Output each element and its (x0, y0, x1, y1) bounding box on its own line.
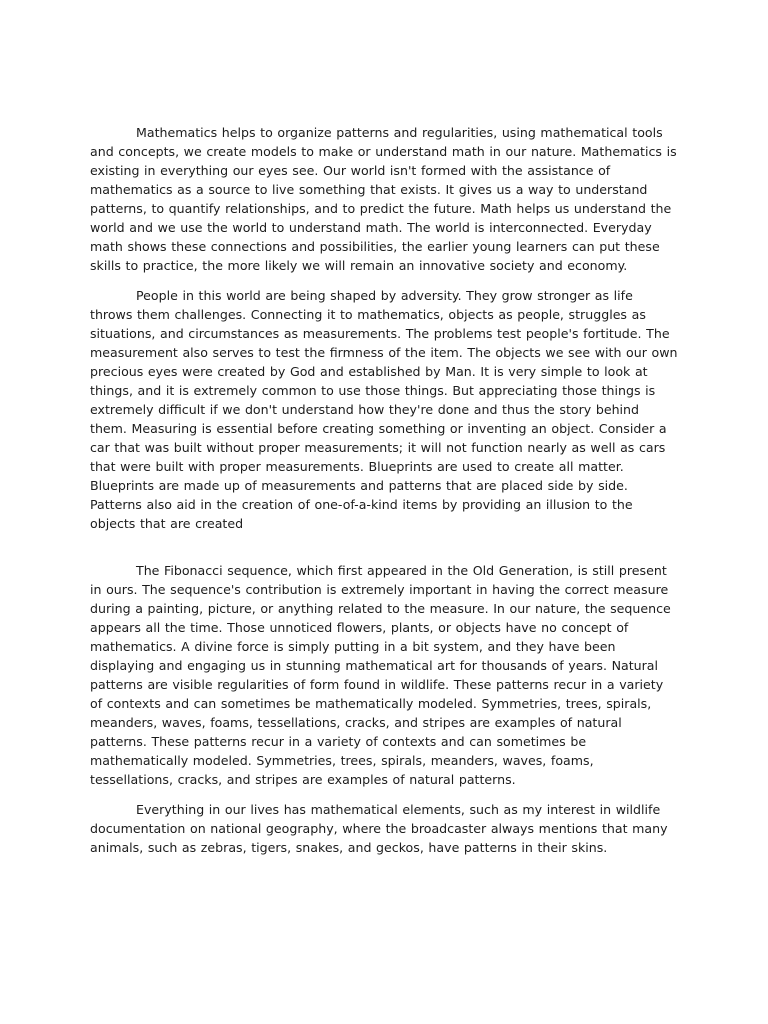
paragraph-3-text: The Fibonacci sequence, which first appeared in the Old Generation, is still present in ours. The sequence's contribution is extremely important in having the correct measure during a painting, picture, or anything related to the measure. In our nature, the sequence appears all the time. Those unnoticed flowers, plants, or objects have no concept of mathematics. A divine force is simply putting in a bit system, and they have been displaying and engaging us in stunning mathematical art for thousands of years. Natural patterns are visible regularities of form found in wildlife. These patterns recur in a variety of contexts and can sometimes be mathematically modeled. Symmetries, trees, spirals, meanders, waves, foams, tessellations, cracks, and stripes are examples of natural patterns. These patterns recur in a variety of contexts and can sometimes be mathematically modeled. Symmetries, trees, spirals, meanders, waves, foams, tessellations, cracks, and stripes are examples of natural patterns. (90, 563, 671, 787)
paragraph-4 (90, 800, 678, 857)
paragraph-4-text: Everything in our lives has mathematical elements, such as my interest in wildlife documentation on national geography, where the broadcaster always mentions that many animals, such as zebras, tigers, snakes, and geckos, have patterns in their skins. (90, 802, 668, 855)
paragraph-1 (90, 123, 678, 275)
paragraph-3 (90, 561, 678, 789)
paragraph-1-text: Mathematics helps to organize patterns and regularities, using mathematical tools and concepts, we create models to make or understand math in our nature. Mathematics is existing in everything our eyes see. Our world isn't formed with the assistance of mathematics as a source to live something that exists. It gives us a way to understand patterns, to quantify relationships, and to predict the future. Math helps us understand the world and we use the world to understand math. The world is interconnected. Everyday math shows these connections and possibilities, the earlier young learners can put these skills to practice, the more likely we will remain an innovative society and economy. (90, 125, 677, 273)
paragraph-2-text: People in this world are being shaped by adversity. They grow stronger as life throws them challenges. Connecting it to mathematics, objects as people, struggles as situations, and circumstances as measurements. The problems test people's fortitude. The measurement also serves to test the firmness of the item. The objects we see with our own precious eyes were created by God and established by Man. It is very simple to look at things, and it is extremely common to use those things. But appreciating those things is extremely difficult if we don't understand how they're done and thus the story behind them. Measuring is essential before creating something or inventing an object. Consider a car that was built without proper measurements; it will not function nearly as well as cars that were built with proper measurements. Blueprints are used to create all matter. Blueprints are made up of measurements and patterns that are placed side by side. Patterns also aid in the creation of one-of-a-kind items by providing an illusion to the objects that are created (90, 288, 678, 531)
paragraph-2 (90, 286, 678, 533)
